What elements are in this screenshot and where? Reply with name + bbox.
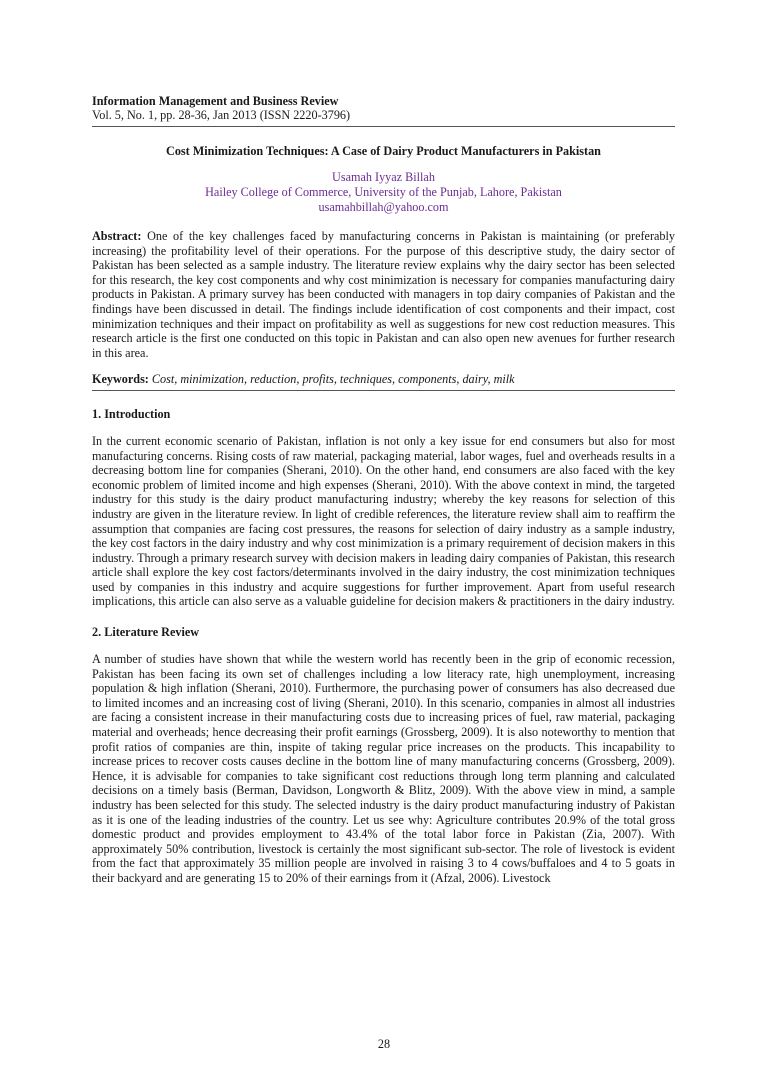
author-affiliation: Hailey College of Commerce, University of the Punjab, Lahore, Pakistan — [205, 185, 562, 199]
keywords-rule — [92, 390, 675, 391]
keywords-label: Keywords: — [92, 372, 149, 387]
journal-volume: Vol. 5, No. 1, pp. 28-36, Jan 2013 (ISSN 2220-3796) — [92, 108, 351, 122]
author-email[interactable]: usamahbillah@yahoo.com — [318, 200, 449, 214]
section-text-introduction: In the current economic scenario of Pakistan, inflation is not only a key issue for end consumers but also for most manufacturing concerns. Rising costs of raw material, packaging material, labor wages, fuel and overheads results in a decreasing bottom line for companies (Sherani, 2010). On the other hand, end consumers are also faced with the key economic problem of limited income and high expenses (Sherani, 2010). With the above context in mind, the targeted industry for this study is the dairy product manufacturing industry; whereby the key reasons for selection of this industry are given in the literature review. In light of credible references, the literature review shall aim to reaffirm the assumption that companies are facing cost pressures, the reasons for selection of dairy industry as a sample industry, the key cost factors in the dairy industry and why cost minimization is a primary requirement of decision makers in this industry. Through a primary research survey with decision makers in leading dairy companies of Pakistan, this research article shall explore the key cost factors/determinants involved in the dairy industry, the cost minimization techniques used by companies in this industry and acquire suggestions for further improvement. Apart from useful research implications, this article can also serve as a valuable guideline for decision makers & practitioners in the dairy industry. — [92, 433, 675, 609]
header-rule — [92, 126, 675, 127]
author-block — [92, 170, 675, 215]
abstract-label: Abstract: — [92, 229, 142, 243]
abstract — [92, 229, 675, 360]
journal-name: Information Management and Business Review — [92, 94, 339, 108]
section-heading-introduction: 1. Introduction — [92, 406, 171, 421]
keywords-text: Cost, minimization, reduction, profits, techniques, components, dairy, milk — [151, 372, 515, 387]
paper-page — [92, 94, 675, 886]
section-text-literature-review: A number of studies have shown that while the western world has recently been in the grip of economic recession, Pakistan has been facing its own set of challenges including a low literacy rate, high unemployment, increasing population & high inflation (Sherani, 2010). Furthermore, the purchasing power of consumers has also decreased due to limited incomes and an increasing cost of living (Sherani, 2010). In this scenario, companies in almost all industries are facing a consistent increase in their manufacturing costs due to increasing prices of fuel, raw material, packaging material and overheads; hence decreasing their profit earnings (Grossberg, 2009). It is also noteworthy to mention that profit ratios of companies are thin, inspite of taking regular price increases on the products. This incapability to increase prices to recover costs causes decline in the bottom line of many manufacturing concerns (Grossberg, 2009). Hence, it is advisable for companies to take significant cost reductions through long term planning and calculated decisions on a timely basis (Berman, Davidson, Longworth & Blitz, 2009). With the above view in mind, a sample industry has been selected for this study. The selected industry is the dairy product manufacturing industry of Pakistan as it is one of the leading industries of the country. Let us see why: Agriculture contributes 20.9% of the total gross domestic product and provides employment to 43.4% of the total labor force in Pakistan (Zia, 2007). With approximately 50% contribution, livestock is certainly the most significant sub-sector. The role of livestock is evident from the fact that approximately 35 million people are involved in raising 3 to 4 cows/buffaloes and 4 to 5 goats in their backyard and are generating 15 to 20% of their earnings from it (Afzal, 2006). Livestock — [92, 652, 675, 885]
author-name: Usamah Iyyaz Billah — [332, 170, 435, 184]
keywords — [92, 372, 675, 387]
article-title: Cost Minimization Techniques: A Case of Dairy Product Manufacturers in Pakistan — [166, 144, 601, 158]
page-number: 28 — [377, 1037, 391, 1051]
abstract-text: One of the key challenges faced by manufacturing concerns in Pakistan is maintaining (or preferably increasing) the profitability level of their operations. For the purpose of this descriptive study, the dairy sector of Pakistan has been selected as a sample industry. The literature review explains why the dairy sector has been selected for this research, the key cost components and why cost minimization is necessary for companies manufacturing dairy products in Pakistan. A primary survey has been conducted with managers in top dairy companies of Pakistan and the findings have been discussed in detail. The findings include identification of cost components and their impact, cost minimization techniques and their impact on profitability as well as suggestions for new cost reduction measures. This research article is the first one conducted on this topic in Pakistan and can also open new avenues for further research in this area. — [92, 229, 675, 360]
section-heading-literature-review: 2. Literature Review — [92, 625, 200, 640]
